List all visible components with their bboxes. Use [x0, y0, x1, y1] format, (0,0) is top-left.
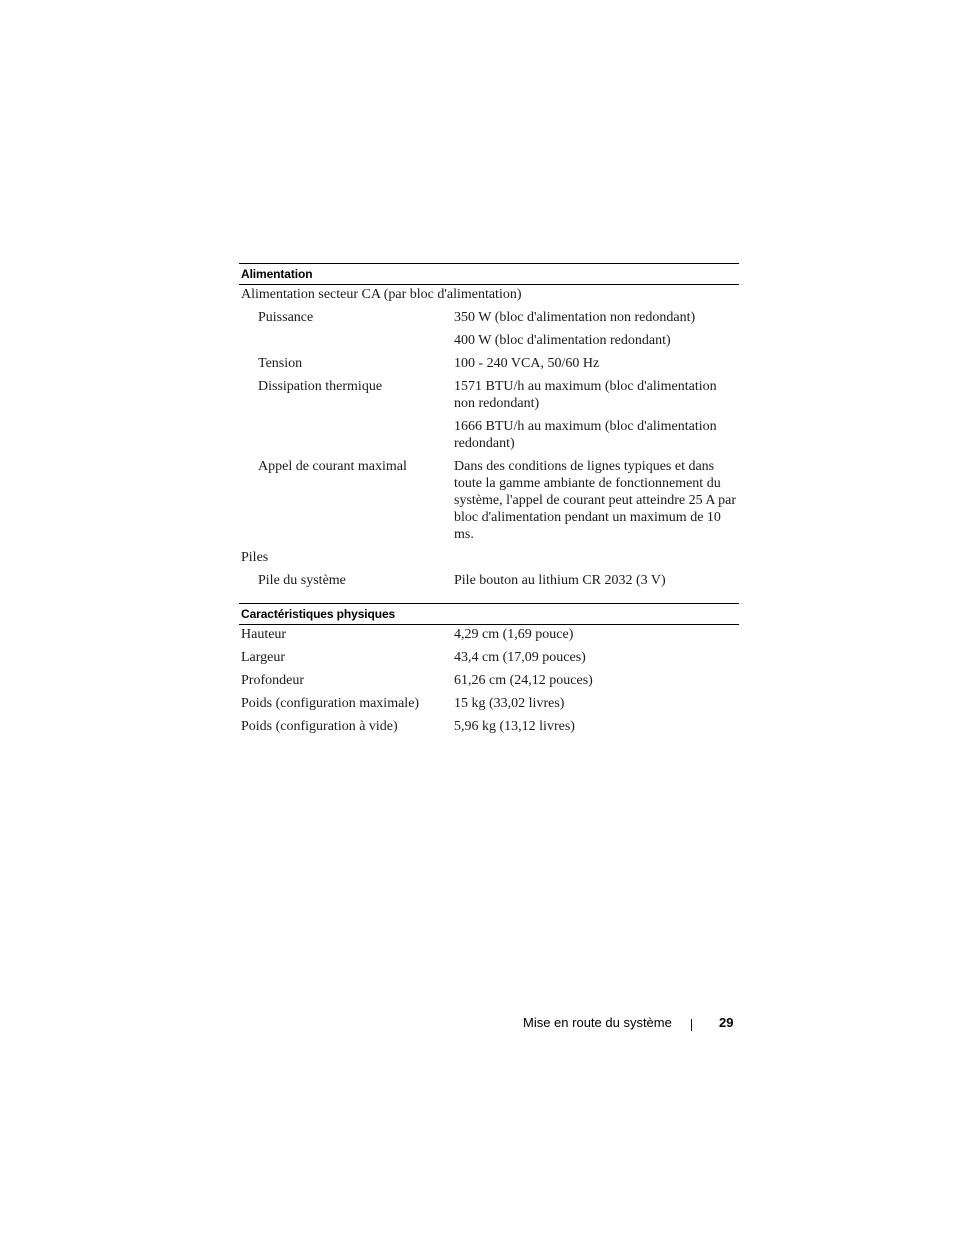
spec-row: [239, 332, 739, 349]
spec-label: Largeur: [241, 650, 286, 665]
spec-value: 400 W (bloc d'alimentation redondant): [454, 333, 671, 348]
spec-label: Dissipation thermique: [258, 379, 383, 394]
spec-label: [239, 332, 452, 349]
spec-label: Profondeur: [241, 673, 304, 688]
spec-label: Poids (configuration maximale): [241, 696, 420, 711]
section-heading-caracteristiques: Caractéristiques physiques: [239, 603, 739, 625]
spec-label: Poids (configuration à vide): [241, 719, 398, 734]
spec-label: Hauteur: [241, 627, 287, 642]
spec-row: [239, 649, 739, 666]
spec-row: [239, 549, 739, 566]
spec-label: [239, 418, 452, 452]
spec-label: Puissance: [258, 310, 314, 325]
spec-row: [239, 672, 739, 689]
spec-value: Pile bouton au lithium CR 2032 (3 V): [454, 573, 666, 588]
spec-value: 350 W (bloc d'alimentation non redondant): [454, 310, 696, 325]
spec-table: [239, 263, 739, 735]
spec-value: 5,96 kg (13,12 livres): [454, 719, 575, 734]
spec-value: Dans des conditions de lignes typiques et dans toute la gamme ambiante de fonctionnement du système, l'appel de courant peut atteindre 25 A par bloc d'alimentation pendant un maximum de 10 ms.: [454, 459, 737, 542]
spec-value: 61,26 cm (24,12 pouces): [454, 673, 593, 688]
spec-row: [239, 718, 739, 735]
spec-label: Pile du système: [258, 573, 346, 588]
spec-row: [239, 572, 739, 589]
section-heading-alimentation: Alimentation: [239, 263, 739, 285]
spec-row: [239, 626, 739, 643]
spec-value: 1571 BTU/h au maximum (bloc d'alimentation non redondant): [454, 379, 717, 411]
spec-value: 100 - 240 VCA, 50/60 Hz: [454, 356, 600, 371]
spec-row: [239, 309, 739, 326]
spec-row: [239, 418, 739, 452]
spec-row: [239, 695, 739, 712]
spec-value: 4,29 cm (1,69 pouce): [454, 627, 574, 642]
spec-row: [239, 286, 739, 303]
spec-row: [239, 458, 739, 543]
spec-label: Piles: [241, 550, 269, 565]
spec-label: Alimentation secteur CA (par bloc d'alimentation): [241, 287, 522, 302]
spec-value: 43,4 cm (17,09 pouces): [454, 650, 586, 665]
spec-value: 15 kg (33,02 livres): [454, 696, 565, 711]
spec-value: 1666 BTU/h au maximum (bloc d'alimentation redondant): [454, 419, 717, 451]
footer-divider: [691, 1019, 692, 1031]
page-number: 29: [719, 1015, 734, 1030]
spec-label: Appel de courant maximal: [258, 459, 407, 474]
spec-label: Tension: [258, 356, 303, 371]
page-footer: [523, 1015, 734, 1030]
spec-row: [239, 355, 739, 372]
footer-section-title: Mise en route du système: [523, 1015, 672, 1030]
spec-row: [239, 378, 739, 412]
